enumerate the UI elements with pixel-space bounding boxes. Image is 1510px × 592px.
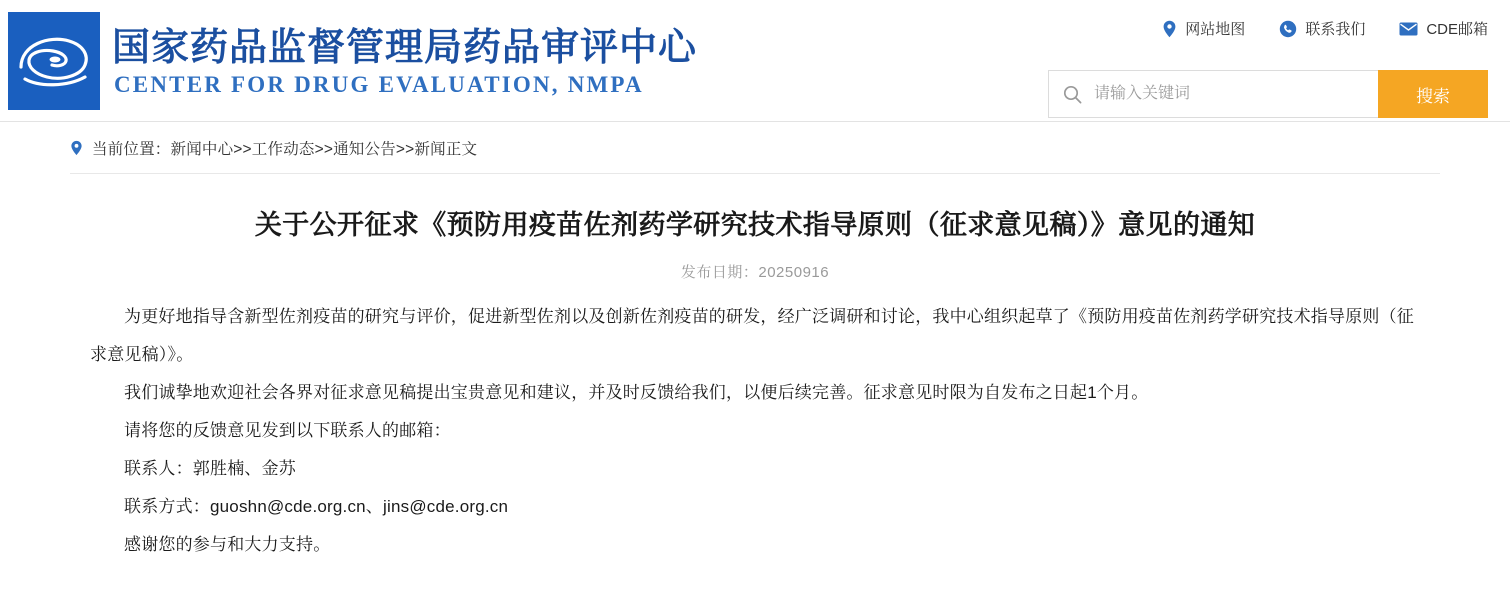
article-contact-person: 联系人：郭胜楠、金苏 bbox=[124, 459, 296, 479]
top-nav-links bbox=[1162, 18, 1488, 39]
site-title-en: CENTER FOR DRUG EVALUATION, NMPA bbox=[114, 72, 644, 97]
article-contact-email: 联系方式：guoshn@cde.org.cn、jins@cde.org.cn bbox=[124, 497, 509, 517]
search-box[interactable] bbox=[1048, 70, 1378, 118]
location-pin-icon bbox=[70, 140, 83, 156]
search-icon bbox=[1063, 85, 1082, 104]
article-paragraph: 我们诚挚地欢迎社会各界对征求意见稿提出宝贵意见和建议，并及时反馈给我们，以便后续完善。征求意见时限为自发布之日起1个月。 bbox=[124, 383, 1149, 403]
top-link-mail[interactable] bbox=[1399, 18, 1488, 39]
phone-icon bbox=[1279, 20, 1297, 38]
cde-logo[interactable] bbox=[8, 12, 100, 110]
search-area bbox=[1048, 70, 1488, 118]
site-header bbox=[0, 0, 1510, 122]
top-link-sitemap-label: 网站地图 bbox=[1185, 21, 1246, 38]
article-paragraph: 感谢您的参与和大力支持。 bbox=[124, 535, 331, 555]
article-paragraph: 请将您的反馈意见发到以下联系人的邮箱： bbox=[124, 421, 451, 441]
breadcrumb-text: 当前位置：新闻中心>>工作动态>>通知公告>>新闻正文 bbox=[92, 140, 478, 158]
publish-date: 发布日期：20250916 bbox=[680, 264, 830, 282]
cde-logo-icon bbox=[15, 31, 93, 91]
top-link-sitemap[interactable] bbox=[1162, 18, 1245, 39]
breadcrumb bbox=[70, 122, 1440, 174]
site-title-cn: 国家药品监督管理局药品审评中心 bbox=[112, 27, 698, 69]
article bbox=[0, 208, 1510, 564]
article-body bbox=[90, 298, 1420, 564]
top-link-contact[interactable] bbox=[1279, 18, 1365, 39]
top-link-mail-label: CDE邮箱 bbox=[1426, 21, 1488, 38]
article-paragraph: 为更好地指导含新型佐剂疫苗的研究与评价，促进新型佐剂以及创新佐剂疫苗的研发，经广泛调研和讨论，我中心组织起草了《预防用疫苗佐剂药学研究技术指导原则（征求意见稿）》。 bbox=[90, 307, 1414, 365]
top-link-contact-label: 联系我们 bbox=[1305, 21, 1366, 38]
search-button[interactable]: 搜索 bbox=[1378, 70, 1488, 118]
envelope-icon bbox=[1399, 22, 1418, 36]
page-title: 关于公开征求《预防用疫苗佐剂药学研究技术指导原则（征求意见稿）》意见的通知 bbox=[254, 210, 1256, 240]
search-input[interactable] bbox=[1092, 79, 1352, 109]
location-pin-icon bbox=[1162, 20, 1177, 38]
